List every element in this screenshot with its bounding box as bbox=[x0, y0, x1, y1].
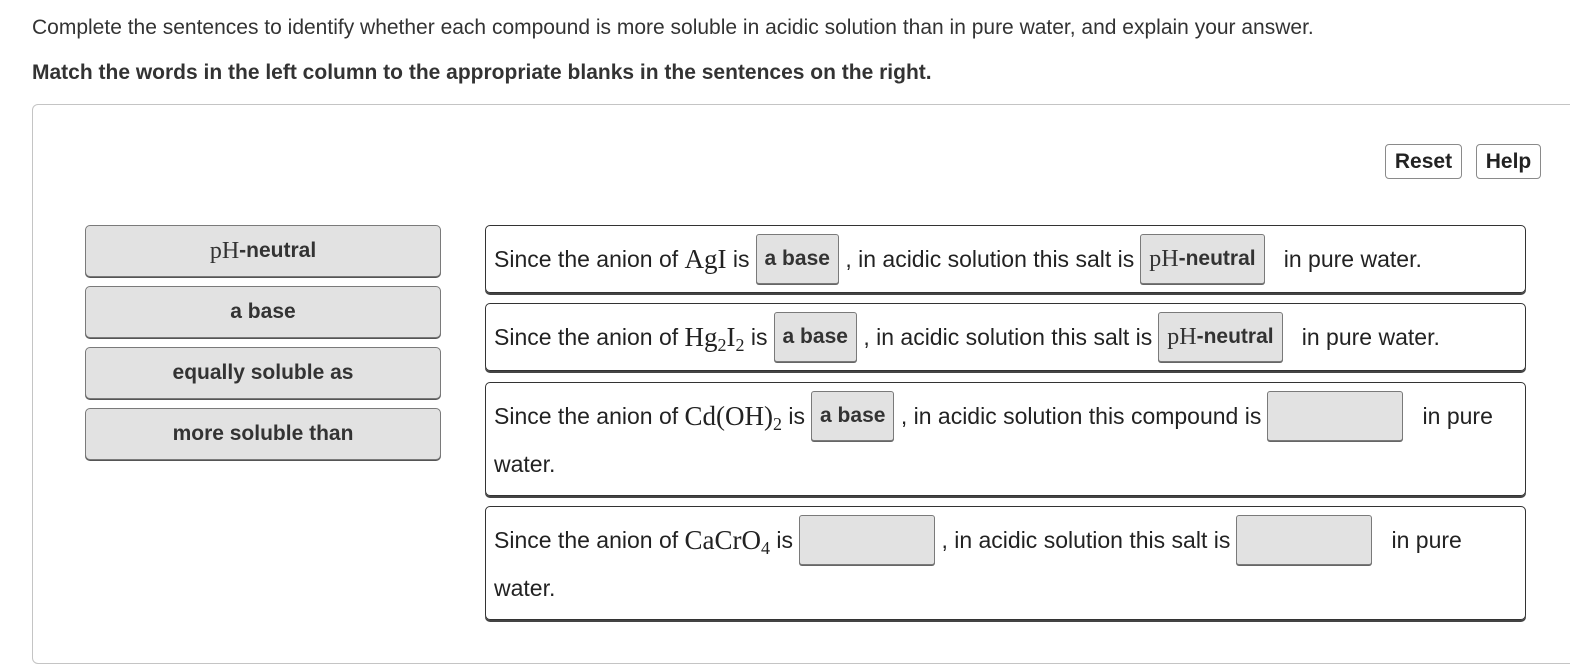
sentence-text: is bbox=[776, 526, 794, 553]
sentence-text: Since the anion of bbox=[494, 323, 679, 350]
word-tile-ph-label: pH bbox=[209, 237, 240, 264]
sentence-text: in pure water. bbox=[1283, 245, 1422, 272]
word-tile-equally-soluble[interactable]: equally soluble as bbox=[85, 347, 441, 399]
sentence-hg2i2 bbox=[485, 303, 1526, 371]
word-tile-ph-neutral[interactable] bbox=[85, 225, 441, 277]
blank-slot-empty[interactable] bbox=[1236, 515, 1372, 565]
sentence-text: in pure bbox=[1391, 526, 1462, 553]
reset-button[interactable]: Reset bbox=[1385, 144, 1462, 179]
word-tile-neutral-label: -neutral bbox=[239, 239, 317, 262]
blank-slot-empty[interactable] bbox=[799, 515, 935, 565]
sentence-text: , in acidic solution this salt is bbox=[863, 323, 1153, 350]
blank-slot-filled[interactable] bbox=[1140, 234, 1264, 284]
sentence-text: Since the anion of bbox=[494, 245, 679, 272]
blank-slot-filled[interactable]: a base bbox=[811, 391, 894, 441]
sentence-text: , in acidic solution this salt is bbox=[845, 245, 1135, 272]
blank-slot-filled[interactable]: a base bbox=[774, 312, 857, 362]
sentence-text: water. bbox=[494, 574, 556, 601]
sentence-text: , in acidic solution this compound is bbox=[900, 402, 1262, 429]
slot-neutral-label: -neutral bbox=[1178, 247, 1256, 270]
sentence-text: is bbox=[788, 402, 806, 429]
slot-ph-label: pH bbox=[1149, 245, 1179, 272]
blank-slot-filled[interactable] bbox=[1158, 312, 1282, 362]
slot-neutral-label: -neutral bbox=[1196, 325, 1274, 348]
word-tile-a-base[interactable]: a base bbox=[85, 286, 441, 338]
formula-cacro4: CaCrO$_4$ bbox=[684, 524, 771, 558]
blank-slot-empty[interactable] bbox=[1267, 391, 1403, 441]
formula-agi: AgI bbox=[684, 243, 727, 274]
sentence-cdoh2 bbox=[485, 382, 1526, 496]
sub-instruction-text: Match the words in the left column to the appropriate blanks in the sentences on the right. bbox=[32, 61, 932, 84]
help-button[interactable]: Help bbox=[1476, 144, 1541, 179]
slot-ph-label: pH bbox=[1167, 323, 1197, 350]
sentence-agi bbox=[485, 225, 1526, 293]
sentence-text: is bbox=[732, 245, 750, 272]
sentence-text: water. bbox=[494, 450, 556, 477]
blank-slot-filled[interactable]: a base bbox=[756, 234, 839, 284]
sentence-text: is bbox=[750, 323, 768, 350]
sentence-text: Since the anion of bbox=[494, 526, 679, 553]
sentence-text: in pure water. bbox=[1301, 323, 1440, 350]
sentence-text: in pure bbox=[1422, 402, 1493, 429]
sentence-text: , in acidic solution this salt is bbox=[941, 526, 1231, 553]
formula-cdoh2: $Cd(OH)_2$ bbox=[684, 400, 783, 434]
word-tile-more-soluble[interactable]: more soluble than bbox=[85, 408, 441, 460]
sentence-text: Since the anion of bbox=[494, 402, 679, 429]
formula-hg2i2: $Hg_2I_2$ bbox=[684, 321, 745, 355]
instruction-text: Complete the sentences to identify whether each compound is more soluble in acidic solution than in pure water, and explain your answer. bbox=[32, 16, 1314, 39]
sentence-cacro4 bbox=[485, 506, 1526, 620]
